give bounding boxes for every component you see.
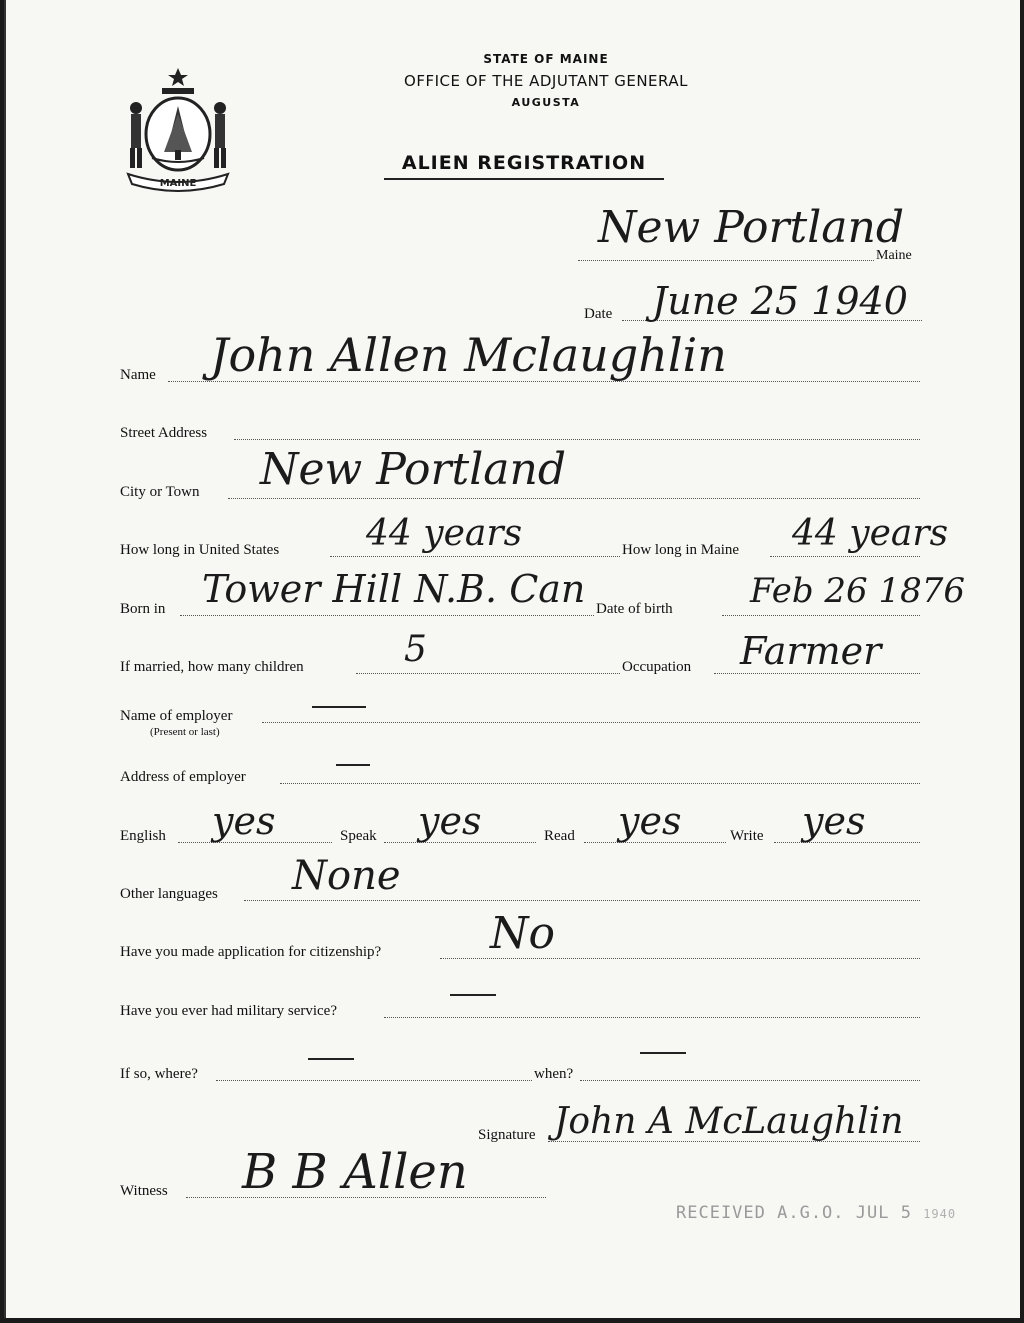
witness-label: Witness (120, 1183, 168, 1199)
long-us-entry: 44 years (366, 513, 523, 554)
received-stamp-year: 1940 (923, 1207, 957, 1221)
signature-label: Signature (478, 1127, 536, 1143)
speak-label: Speak (340, 828, 377, 844)
military-label: Have you ever had military service? (120, 1003, 337, 1019)
long-me-label: How long in Maine (622, 542, 740, 558)
born-label: Born in (120, 601, 166, 617)
date-label: Date (584, 306, 613, 322)
maine-state-seal (124, 66, 232, 192)
employer-address-label: Address of employer (120, 769, 246, 785)
form-sheet (4, 0, 1020, 1318)
read-label: Read (544, 828, 575, 844)
signature-entry: John A McLaughlin (554, 1101, 904, 1142)
employer-label: Name of employer (120, 708, 233, 724)
write-entry: yes (802, 799, 866, 843)
header-state: STATE OF MAINE (483, 52, 609, 66)
employer-dash (312, 706, 366, 708)
witness-entry: B B Allen (242, 1144, 468, 1200)
street-label: Street Address (120, 425, 208, 441)
other-languages-label: Other languages (120, 886, 218, 902)
town-entry: New Portland (598, 202, 905, 253)
seal-scroll-text: MAINE (159, 178, 197, 189)
city-label: City or Town (120, 484, 200, 500)
dob-label: Date of birth (596, 601, 673, 617)
dob-entry: Feb 26 1876 (750, 571, 966, 611)
other-languages-entry: None (292, 853, 401, 899)
employer-address-dash (336, 764, 370, 766)
header-office: OFFICE OF THE ADJUTANT GENERAL (404, 72, 688, 90)
received-stamp-text: RECEIVED A.G.O. JUL 5 (676, 1203, 912, 1223)
long-me-entry: 44 years (792, 513, 949, 554)
citizenship-entry: No (490, 908, 555, 959)
name-entry: John Allen Mclaughlin (210, 328, 727, 382)
form-header (346, 50, 746, 109)
where-dash (308, 1058, 354, 1060)
english-entry: yes (212, 799, 276, 843)
military-dash (450, 994, 496, 996)
occupation-entry: Farmer (740, 629, 882, 673)
city-entry: New Portland (260, 444, 567, 495)
where-label: If so, where? (120, 1066, 198, 1082)
children-entry: 5 (404, 629, 427, 670)
employer-note: (Present or last) (150, 726, 220, 738)
write-label: Write (730, 828, 764, 844)
long-us-label: How long in United States (120, 542, 280, 558)
maine-label: Maine (876, 248, 912, 263)
received-stamp (676, 1203, 956, 1223)
when-dash (640, 1052, 686, 1054)
read-entry: yes (618, 799, 682, 843)
date-entry: June 25 1940 (652, 279, 908, 323)
english-label: English (120, 828, 166, 844)
header-city: AUGUSTA (511, 96, 581, 109)
citizenship-label: Have you made application for citizenship? (120, 944, 382, 960)
form-title: ALIEN REGISTRATION (384, 152, 664, 180)
occupation-label: Occupation (622, 659, 692, 675)
speak-entry: yes (418, 799, 482, 843)
born-entry: Tower Hill N.B. Can (202, 567, 586, 611)
name-label: Name (120, 367, 156, 383)
when-label: when? (534, 1066, 574, 1082)
children-label: If married, how many children (120, 659, 304, 675)
